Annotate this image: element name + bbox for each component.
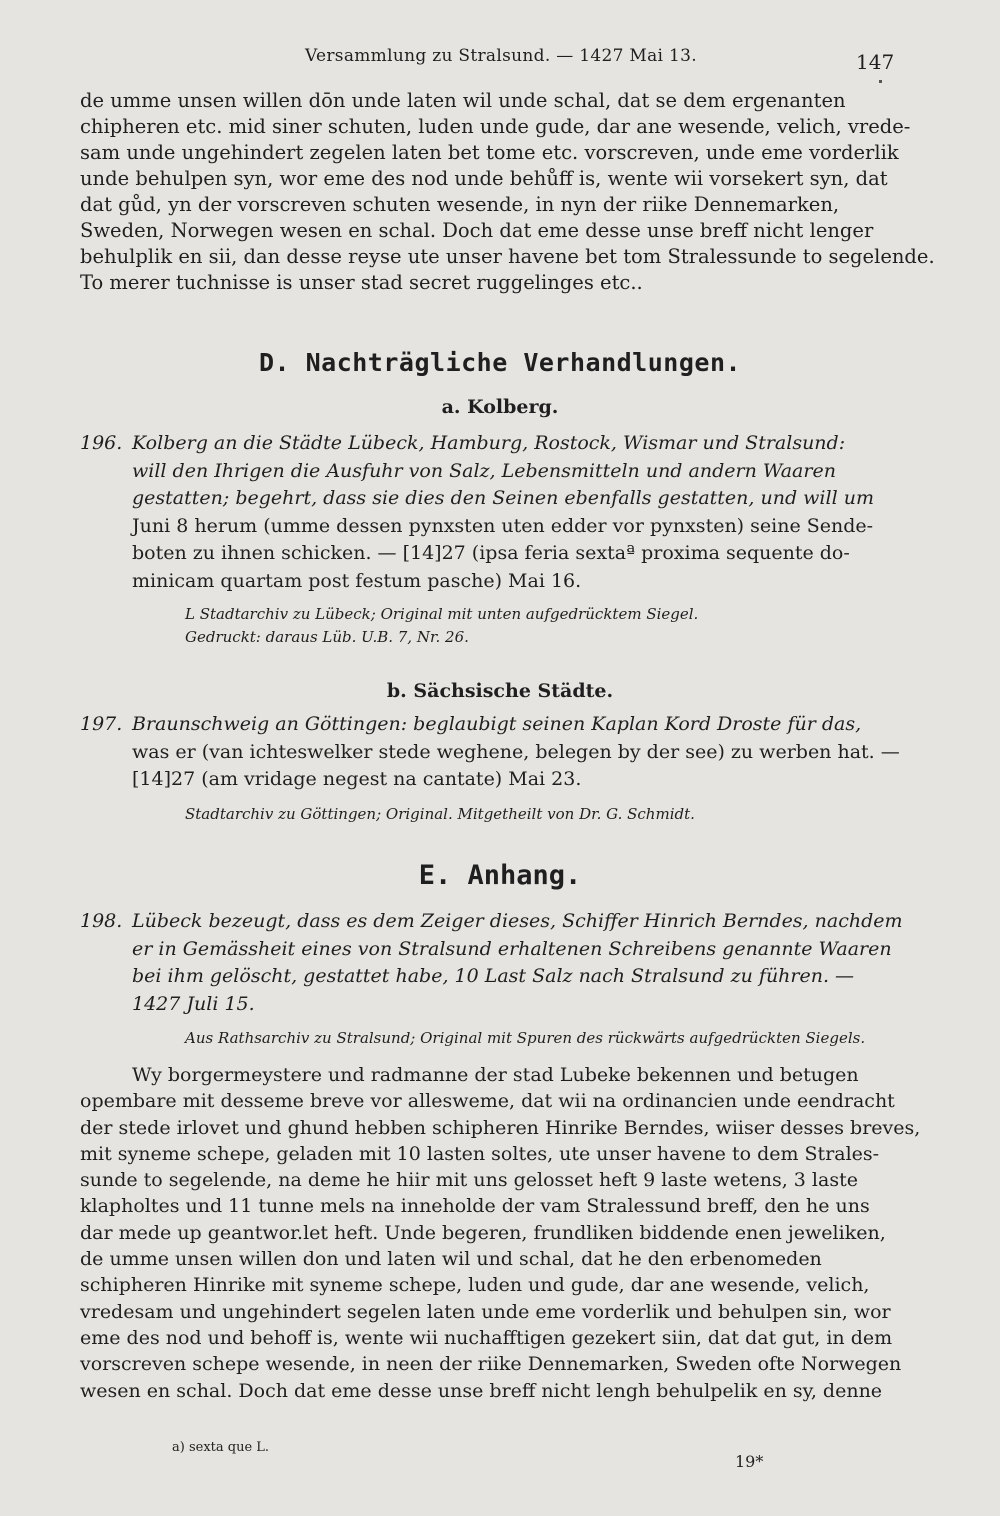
text-line: de umme unsen willen don und laten wil und schal, dat he den erbenomeden — [80, 1248, 822, 1271]
footnote: a) sexta que L. — [172, 1440, 270, 1455]
text-line: unde behulpen syn, wor eme des nod unde behůff is, wente wii vorsekert syn, dat — [80, 167, 888, 190]
text-line: To merer tuchnisse is unser stad secret ruggelinges etc.. — [80, 271, 643, 294]
entry-number: 197. — [80, 713, 123, 735]
section-heading-d: D. Nachträgliche Verhandlungen. — [258, 348, 742, 377]
text-line: sunde to segelende, na deme he hiir mit uns gelosset heft 9 laste wetens, 3 laste — [80, 1169, 858, 1192]
text-line: Wy borgermeystere und radmanne der stad Lubeke bekennen und betugen — [132, 1064, 859, 1086]
entry-number: 198. — [80, 910, 123, 932]
margin-dot — [879, 80, 882, 83]
source-line: Stadtarchiv zu Göttingen; Original. Mitgetheilt von Dr. G. Schmidt. — [185, 805, 695, 823]
entry-number: 196. — [80, 432, 123, 454]
section-heading-e: E. Anhang. — [418, 860, 582, 891]
document-text — [80, 1062, 921, 1404]
regest-line: gestatten; begehrt, dass sie dies den Seinen ebenfalls gestatten, und will um — [132, 487, 874, 509]
subsection-heading-kolberg: a. Kolberg. — [441, 396, 559, 418]
text-line: vredesam und ungehindert segelen laten unde eme vorderlik und behulpen sin, wor — [80, 1300, 891, 1323]
text-line: opembare mit desseme breve vor allesweme, dat wii na ordinancien unde eendracht — [80, 1090, 895, 1113]
source-note-196 — [185, 603, 698, 649]
running-header — [0, 44, 1000, 72]
text-line: behulplik en sii, dan desse reyse ute unser havene bet tom Stralessunde to segelende. — [80, 245, 935, 268]
text-line: schipheren Hinrike mit syneme schepe, luden und gude, dar ane wesende, velich, — [80, 1274, 870, 1297]
entry-196 — [80, 430, 895, 595]
regest-line: Lübeck bezeugt, dass es dem Zeiger dieses, Schiffer Hinrich Berndes, nachdem — [132, 910, 903, 932]
regest-line: Braunschweig an Göttingen: beglaubigt seinen Kaplan Kord Droste für das, — [132, 713, 862, 735]
page-number: 147 — [856, 50, 895, 74]
text-line: der stede irlovet und ghund hebben schipheren Hinrike Berndes, wiiser desses breves, — [80, 1116, 921, 1139]
regest-line: was er (van ichteswelker stede weghene, belegen by der see) zu werben hat. — — [132, 740, 900, 763]
regest-line: boten zu ihnen schicken. — [14]27 (ipsa feria sextaª proxima sequente do- — [132, 542, 850, 564]
text-line: wesen en schal. Doch dat eme desse unse breff nicht lengh behulpelik en sy, denne — [80, 1379, 883, 1402]
source-line: Gedruckt: daraus Lüb. U.B. 7, Nr. 26. — [185, 628, 469, 646]
source-line: Aus Rathsarchiv zu Stralsund; Original mit Spuren des rückwärts aufgedrückten Siegels. — [185, 1029, 866, 1047]
regest-line: bei ihm gelöscht, gestattet habe, 10 Last Salz nach Stralsund zu führen. — — [132, 965, 855, 987]
text-line: dar mede up geantwor.let heft. Unde begeren, frundliken biddende enen jeweliken, — [80, 1221, 886, 1244]
source-line: L Stadtarchiv zu Lübeck; Original mit unten aufgedrücktem Siegel. — [185, 605, 699, 623]
text-line: klapholtes und 11 tunne mels na inneholde der vam Stralessund breff, den he uns — [80, 1195, 870, 1218]
text-line: mit syneme schepe, geladen mit 10 lasten soltes, ute unser havene to dem Strales- — [80, 1142, 880, 1165]
text-line: sam unde ungehindert zegelen laten bet tome etc. vorscreven, unde eme vorderlik — [80, 141, 899, 164]
regest-line: Kolberg an die Städte Lübeck, Hamburg, Rostock, Wismar und Stralsund: — [132, 432, 846, 454]
entry-197 — [80, 711, 900, 794]
regest-line: will den Ihrigen die Ausfuhr von Salz, Lebensmitteln und andern Waaren — [132, 459, 836, 482]
text-line: vorscreven schepe wesende, in neen der riike Dennemarken, Sweden ofte Norwegen — [80, 1353, 902, 1376]
source-note-197 — [185, 803, 695, 826]
regest-line: er in Gemässheit eines von Stralsund erhaltenen Schreibens genannte Waaren — [132, 937, 892, 960]
subsection-heading-saechsische: b. Sächsische Städte. — [386, 680, 614, 702]
text-line: chipheren etc. mid siner schuten, luden unde gude, dar ane wesende, velich, vrede- — [80, 115, 911, 138]
source-note-198 — [185, 1027, 865, 1050]
text-line: dat gůd, yn der vorscreven schuten wesende, in nyn der riike Dennemarken, — [80, 193, 840, 216]
regest-line: minicam quartam post festum pasche) Mai 16. — [132, 569, 582, 592]
text-line: eme des nod und behoff is, wente wii nuchafftigen gezekert siin, dat dat gut, in dem — [80, 1326, 893, 1349]
top-paragraph — [80, 88, 935, 296]
text-line: de umme unsen willen dōn unde laten wil unde schal, dat se dem ergenanten — [80, 89, 846, 112]
signature-mark: 19* — [735, 1452, 764, 1471]
text-line: Sweden, Norwegen wesen en schal. Doch dat eme desse unse breff nicht lenger — [80, 219, 874, 242]
regest-line: [14]27 (am vridage negest na cantate) Mai 23. — [132, 768, 582, 790]
regest-line: Juni 8 herum (umme dessen pynxsten uten edder vor pynxsten) seine Sende- — [132, 514, 874, 537]
entry-198 — [80, 908, 903, 1018]
running-title: Versammlung zu Stralsund. — 1427 Mai 13. — [305, 46, 697, 66]
regest-line: 1427 Juli 15. — [132, 992, 255, 1015]
